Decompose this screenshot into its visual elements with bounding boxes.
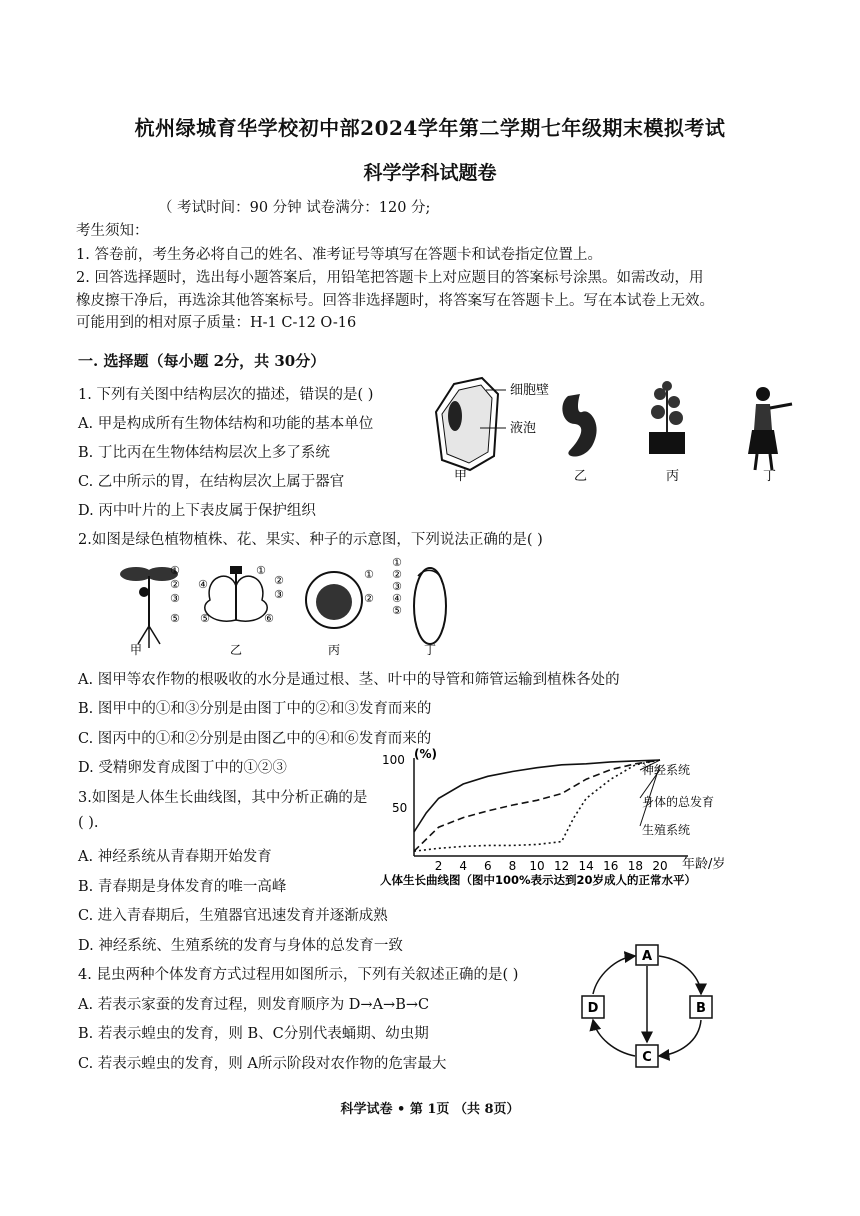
bing-mark-2: ② [364, 592, 374, 605]
q3-option-d: D. 神经系统、生殖系统的发育与身体的总发育一致 [78, 938, 403, 954]
cycle-arrow-b-c [659, 1020, 701, 1056]
yi-mark-6: ⑥ [264, 612, 274, 625]
ding-mark-5: ⑤ [392, 604, 402, 617]
exam-info: （ 考试时间：90 分钟 试卷满分：120 分; [158, 200, 431, 216]
chart-x-tick: 10 [529, 859, 545, 873]
notice-heading: 考生须知： [76, 223, 149, 239]
jia-mark-5: ⑤ [170, 612, 180, 625]
q4-option-a: A. 若表示家蚕的发育过程，则发育顺序为 D→A→B→C [78, 997, 430, 1013]
growth-chart [370, 746, 790, 886]
q1-figure [430, 372, 810, 487]
q2-label-yi: 乙 [230, 643, 243, 656]
series-line-total-growth [414, 760, 660, 851]
chart-x-label: 年龄/岁 [682, 857, 726, 872]
q2-option-b: B. 图甲中的①和③分别是由图丁中的②和③发育而来的 [78, 701, 432, 717]
q2-label-jia: 甲 [130, 643, 143, 656]
ding-mark-2: ② [392, 568, 402, 581]
series-line-reproductive-system [414, 760, 660, 851]
yi-mark-3: ③ [274, 588, 284, 601]
fig-label-ding: 丁 [763, 469, 777, 484]
exam-subtitle: 科学学科试题卷 [363, 162, 497, 184]
chart-y-tick-50: 50 [392, 801, 408, 815]
series-line-nervous-system [414, 760, 660, 832]
chart-x-tick: 2 [434, 859, 443, 873]
q2-option-c: C. 图丙中的①和②分别是由图乙中的④和⑥发育而来的 [78, 731, 432, 747]
q3-stem-paren: ( ). [78, 815, 99, 831]
human-figure-icon [748, 387, 792, 470]
yi-mark-1: ① [256, 564, 266, 577]
jia-mark-1: ① [170, 564, 180, 577]
chart-caption: 人体生长曲线图（图中100%表示达到20岁成人的正常水平） [380, 873, 697, 886]
q1-option-d: D. 丙中叶片的上下表皮属于保护组织 [78, 503, 316, 519]
ding-mark-1: ① [392, 556, 402, 569]
q3-stem: 3.如图是人体生长曲线图，其中分析正确的是 [78, 790, 368, 806]
insect-cycle-diagram [575, 942, 725, 1072]
q2-option-d: D. 受精卵发育成图丁中的①②③ [78, 760, 287, 776]
q1-option-b: B. 丁比丙在生物体结构层次上多了系统 [78, 445, 330, 461]
plant-cell-diagram [436, 378, 506, 470]
yi-mark-2: ② [274, 574, 284, 587]
q1-option-a: A. 甲是构成所有生物体结构和功能的基本单位 [78, 416, 374, 432]
legend-total-growth: 身体的总发育 [642, 795, 715, 809]
q2-label-bing: 丙 [328, 643, 341, 656]
chart-x-tick: 4 [459, 859, 468, 873]
page-footer: 科学试卷 • 第 1页 （共 8页） [340, 1102, 520, 1117]
fruit-diagram [306, 572, 362, 628]
q3-option-a: A. 神经系统从青春期开始发育 [78, 849, 272, 865]
chart-y-tick-100: 100 [382, 753, 405, 767]
q4-stem: 4. 昆虫两种个体发育方式过程用如图所示，下列有关叙述正确的是( ) [78, 967, 519, 983]
jia-mark-2: ② [170, 578, 180, 591]
legend-reproductive-system: 生殖系统 [642, 823, 691, 837]
vacuole-label: 液泡 [510, 421, 537, 436]
cycle-node-c: C [642, 1050, 652, 1065]
q2-label-ding: 丁 [424, 643, 437, 656]
yi-mark-4: ④ [198, 578, 208, 591]
cycle-node-b: B [696, 1001, 706, 1016]
exam-title: 杭州绿城育华学校初中部2024学年第二学期七年级期末模拟考试 [134, 116, 726, 140]
fig-label-bing: 丙 [666, 469, 680, 484]
q1-stem: 1. 下列有关图中结构层次的描述，错误的是( ) [78, 387, 374, 403]
ding-mark-3: ③ [392, 580, 402, 593]
plant-icon [649, 381, 685, 454]
cell-wall-label: 细胞壁 [510, 383, 550, 398]
seed-diagram [414, 568, 446, 644]
q3-option-b: B. 青春期是身体发育的唯一高峰 [78, 879, 287, 895]
q2-figure [100, 556, 460, 656]
q4-option-b: B. 若表示蝗虫的发育，则 B、C分别代表蛹期、幼虫期 [78, 1026, 429, 1042]
chart-x-tick: 18 [627, 859, 644, 873]
legend-nervous-system: 神经系统 [642, 763, 691, 777]
q2-stem: 2.如图是绿色植物植株、花、果实、种子的示意图，下列说法正确的是( ) [78, 532, 543, 548]
chart-x-tick: 20 [652, 859, 668, 873]
ding-mark-4: ④ [392, 592, 402, 605]
cycle-arrow-c-d [593, 1020, 635, 1056]
q1-option-c: C. 乙中所示的胃，在结构层次上属于器官 [78, 474, 345, 490]
notice-item-1: 1. 答卷前，考生务必将自己的姓名、准考证号等填写在答题卡和试卷指定位置上。 [76, 247, 602, 263]
chart-x-tick: 12 [553, 859, 570, 873]
stomach-icon [562, 394, 596, 457]
cycle-arrow-a-b [659, 956, 701, 994]
bing-mark-1: ① [364, 568, 374, 581]
jia-mark-3: ③ [170, 592, 180, 605]
section-heading: 一. 选择题（每小题 2分，共 30分） [78, 352, 326, 370]
fig-label-jia: 甲 [454, 469, 468, 484]
cycle-arrow-d-a [593, 956, 635, 994]
chart-x-tick: 6 [483, 859, 492, 873]
notice-item-2b: 橡皮擦干净后，再选涂其他答案标号。回答非选择题时，将答案写在答题卡上。写在本试卷上无效。 [76, 293, 714, 309]
cycle-node-d: D [587, 1001, 599, 1016]
cycle-node-a: A [641, 949, 653, 964]
chart-x-tick: 16 [603, 859, 619, 873]
chart-x-tick: 14 [578, 859, 594, 873]
q3-option-c: C. 进入青春期后，生殖器官迅速发育并逐渐成熟 [78, 908, 388, 924]
atomic-mass-line: 可能用到的相对原子质量：H-1 C-12 O-16 [76, 315, 357, 331]
chart-y-label: (%) [414, 747, 437, 761]
notice-item-2a: 2. 回答选择题时，选出每小题答案后，用铅笔把答题卡上对应题目的答案标号涂黑。如需改动，用 [76, 270, 704, 286]
yi-mark-5: ⑤ [200, 612, 210, 625]
q4-option-c: C. 若表示蝗虫的发育，则 A所示阶段对农作物的危害最大 [78, 1056, 447, 1072]
q2-option-a: A. 图甲等农作物的根吸收的水分是通过根、茎、叶中的导管和筛管运输到植株各处的 [78, 672, 620, 688]
chart-x-tick: 8 [508, 859, 517, 873]
fig-label-yi: 乙 [574, 469, 588, 484]
